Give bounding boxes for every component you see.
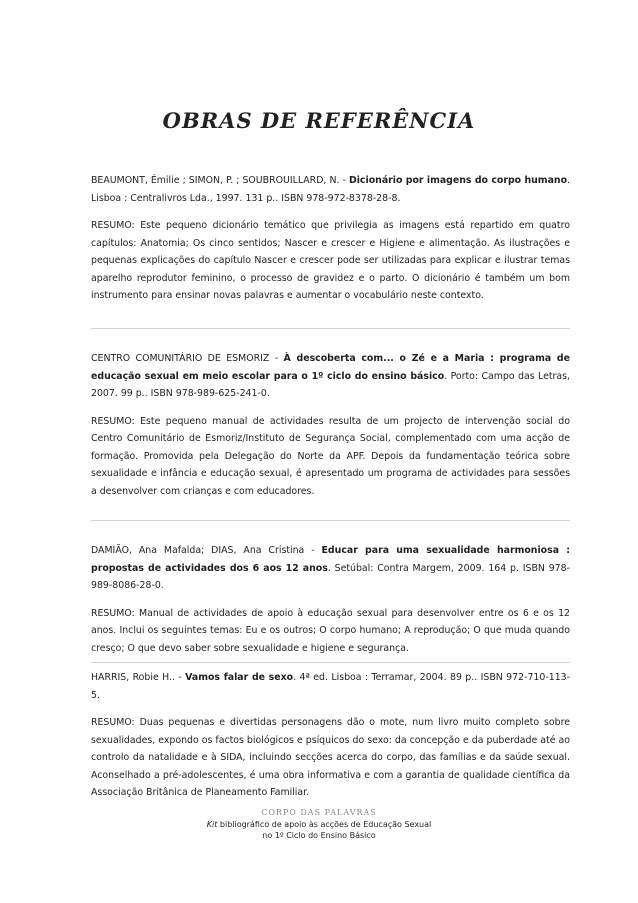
- divider: [91, 328, 570, 329]
- divider: [91, 520, 570, 521]
- reference-citation: [91, 542, 570, 595]
- citation-details: . 4ª ed. Lisboa : Terramar, 2004. 89 p.. ISBN 972-710-113-5.: [91, 672, 571, 701]
- reference-citation: [91, 350, 570, 403]
- reference-summary: RESUMO: Este pequeno dicionário temático que privilegia as imagens está repartido em quatro capítulos: Anatomia; Os cinco sentidos; Nascer e crescer e Higiene e alimentação. As ilustrações e pequenas explicações do capítulo Nascer e crescer pode ser utilizadas para explicar e ilustrar temas aparelho reprodutor feminino, o processo de gravidez e o parto. O dicionário é também um bom instrumento para ensinar novas palavras e aumentar o vocabulário neste contexto.: [91, 220, 570, 301]
- reference-entry: [91, 172, 570, 305]
- citation-authors: BEAUMONT, Émilie ; SIMON, P. ; SOUBROUILLARD, N. -: [91, 175, 349, 186]
- reference-entry: [91, 350, 570, 500]
- divider: [91, 662, 570, 663]
- reference-summary: RESUMO: Duas pequenas e divertidas personagens dão o mote, num livro muito completo sobre sexualidades, expondo os factos biológicos e psíquicos do sexo: da concepção e da puberdade até ao controlo da natalidade e à SIDA, incluindo secções acerca do corpo, das famílias e da saúde sexual. Aconselhado a pré-adolescentes, é uma obra informativa e com a garantia de qualidade científica da Associação Britânica de Planeamento Familiar.: [91, 717, 570, 798]
- citation-authors: CENTRO COMUNITÁRIO DE ESMORIZ -: [91, 353, 284, 364]
- reference-summary: RESUMO: Manual de actividades de apoio à educação sexual para desenvolver entre os 6 e os 12 anos. Inclui os seguintes temas: Eu e os outros; O corpo humano; A reprodução; O que muda quando cresço; O que devo saber sobre sexualidade e higiene e segurança.: [91, 607, 570, 654]
- citation-title: Educar para uma sexualidade harmoniosa : propostas de actividades dos 6 aos 12 anos: [91, 545, 570, 574]
- citation-details: . Lisboa : Centralivros Lda., 1997. 131 p.. ISBN 978-972-8378-28-8.: [91, 175, 570, 204]
- footer-kit-word: Kit: [206, 820, 218, 829]
- page-title: OBRAS DE REFERÊNCIA: [162, 108, 476, 133]
- reference-entry: [91, 669, 570, 802]
- citation-details: . Porto: Campo das Letras, 2007. 99 p.. ISBN 978-989-625-241-0.: [91, 370, 570, 399]
- citation-authors: HARRIS, Robie H.. -: [91, 672, 186, 683]
- footer-line-2: no 1º Ciclo do Ensino Básico: [262, 831, 376, 840]
- citation-title: À descoberta com... o Zé e a Maria : programa de educação sexual em meio escolar para o 1º ciclo do ensino básico: [91, 353, 570, 382]
- page-footer: [0, 808, 638, 841]
- reference-summary: RESUMO: Este pequeno manual de actividades resulta de um projecto de intervenção social do Centro Comunitário de Esmoriz/Instituto de Segurança Social, complementado com uma acção de formação. Promovida pela Delegação do Norte da APF. Depois da fundamentação teórica sobre sexualidade e infância e educação sexual, é apresentado um programa de actividades para sessões a desenvolver com crianças e com educadores.: [91, 415, 570, 497]
- footer-line-1-text: bibliográfico de apoio às acções de Educação Sexual: [217, 820, 432, 829]
- citation-title: Vamos falar de sexo: [185, 672, 294, 683]
- footer-line-1: [0, 819, 638, 830]
- reference-citation: [91, 172, 570, 207]
- reference-entry: [91, 542, 570, 657]
- citation-authors: DAMIÃO, Ana Mafalda; DIAS, Ana Cristina -: [91, 545, 322, 556]
- citation-title: Dicionário por imagens do corpo humano: [348, 175, 568, 186]
- footer-brand: CORPO DAS PALAVRAS: [261, 808, 377, 817]
- reference-citation: [91, 669, 570, 704]
- citation-details: . Setúbal: Contra Margem, 2009. 164 p. ISBN 978-989-8086-28-0.: [91, 562, 570, 591]
